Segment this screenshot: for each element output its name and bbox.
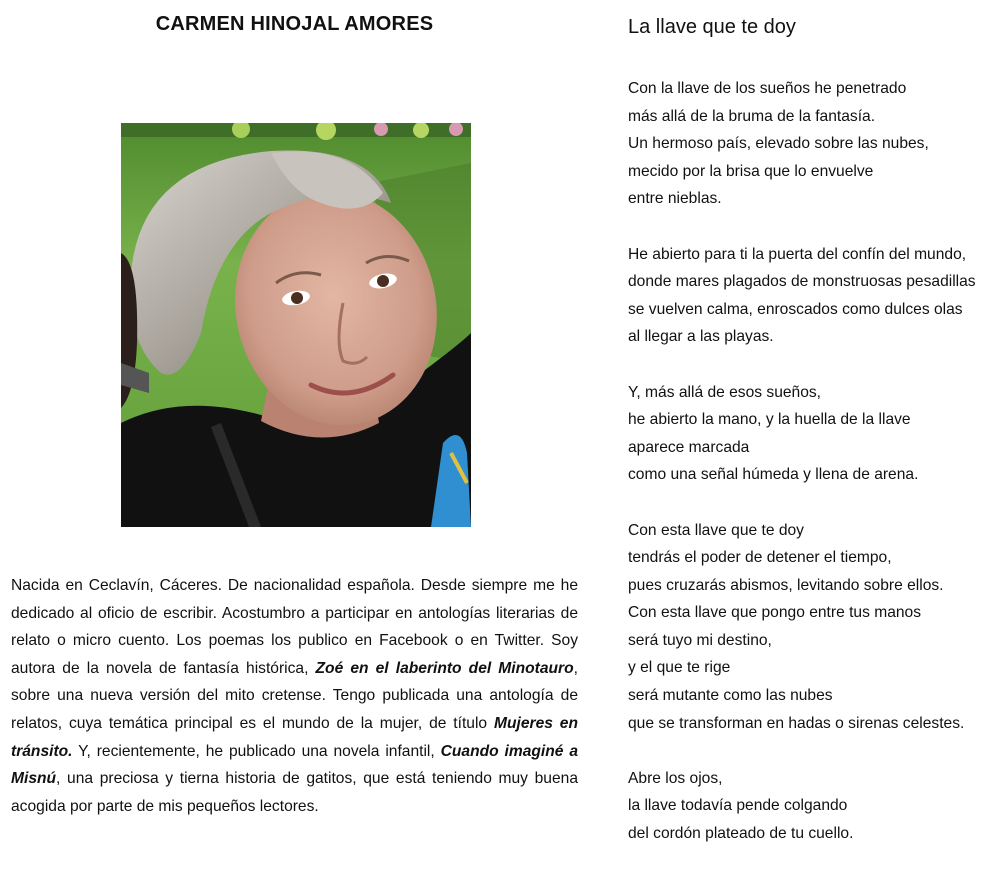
poem-verse: será mutante como las nubes — [628, 687, 833, 705]
poem-stanza — [628, 765, 999, 848]
poem-verse: Con la llave de los sueños he penetrado — [628, 80, 907, 97]
poem-verse: he abierto la mano, y la huella de la llave — [628, 411, 911, 429]
poem-verse: mecido por la brisa que lo envuelve — [628, 162, 874, 180]
poem-verse: entre nieblas. — [628, 190, 722, 208]
poem-verse: pues cruzarás abismos, levitando sobre ellos. — [628, 576, 944, 594]
poem-verse: será tuyo mi destino, — [628, 631, 772, 649]
poem-verse: se vuelven calma, enroscados como dulces olas — [628, 300, 963, 318]
poem-verse: la llave todavía pende colgando — [628, 797, 848, 815]
book-title-zoe: Zoé en el laberinto del Minotauro — [315, 659, 574, 677]
bio-text: Nacida en Ceclavín, Cáceres. De nacionalidad española. Desde siempre me he dedicado al oficio de escribir. Acostumbro a participar en antologías literarias de relato o micro cuento. Los poemas los publico en Facebook o en Twitter. Soy autora de la novela de fantasía histórica, — [11, 577, 578, 677]
poem-verse: al llegar a las playas. — [628, 328, 774, 346]
poem-verse: Con esta llave que pongo entre tus manos — [628, 604, 922, 622]
poem-stanza — [628, 241, 999, 351]
poem-verse: He abierto para ti la puerta del confín del mundo, — [628, 245, 967, 263]
author-portrait — [121, 123, 471, 527]
bio-text: , sobre una nueva versión del mito cretense. Tengo publicada una antología de relatos, cuya temática principal es el mundo de la mujer, de título — [11, 659, 578, 732]
poem-verse: más allá de la bruma de la fantasía. — [628, 107, 876, 125]
poem-verse: que se transforman en hadas o sirenas celestes. — [628, 714, 965, 732]
author-name: CARMEN HINOJAL AMORES — [155, 13, 434, 35]
author-biography — [11, 572, 578, 820]
poem-verse: donde mares plagados de monstruosas pesadillas — [628, 273, 976, 291]
author-portrait-image — [121, 123, 471, 527]
poem-verse: aparece marcada — [628, 438, 750, 456]
poem-verse: y el que te rige — [628, 659, 731, 677]
book-title-misnu: Cuando imaginé a Misnú — [11, 742, 578, 788]
poem-verse: del cordón plateado de tu cuello. — [628, 825, 854, 843]
poem-verse: Un hermoso país, elevado sobre las nubes, — [628, 135, 929, 153]
poem-verse: Abre los ojos, — [628, 769, 723, 787]
poem-stanza — [628, 517, 999, 738]
poem-verse: tendrás el poder de detener el tiempo, — [628, 549, 892, 567]
poem-body — [628, 75, 999, 875]
bio-text: , una preciosa y tierna historia de gatitos, que está teniendo muy buena acogida por parte de mis pequeños lectores. — [11, 770, 578, 815]
poem-verse: como una señal húmeda y llena de arena. — [628, 466, 919, 484]
poem-stanza — [628, 75, 999, 213]
book-title-mujeres: Mujeres en tránsito. — [11, 714, 578, 760]
poem-stanza — [628, 379, 999, 489]
bio-text: Y, recientemente, he publicado una novela infantil, — [72, 742, 441, 760]
poem-verse: Y, más allá de esos sueños, — [628, 383, 822, 401]
poem-title: La llave que te doy — [628, 16, 796, 38]
poem-verse: Con esta llave que te doy — [628, 521, 804, 539]
